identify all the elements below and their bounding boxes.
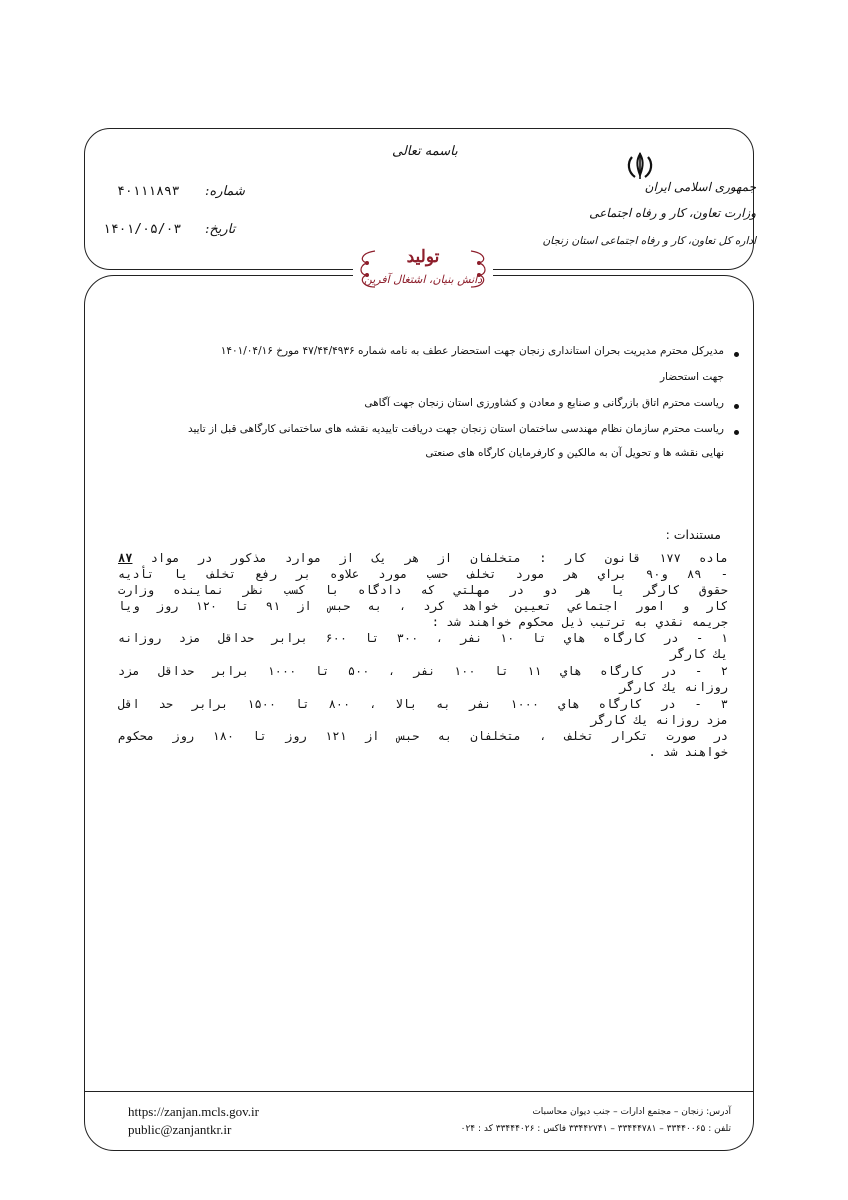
basmala: باسمه تعالی [392,144,458,159]
recipient-item: ریاست محترم اتاق بازرگانی و صنایع و معادن و کشاورزی استان زنجان جهت آگاهی [364,397,724,409]
number-value: ۴۰۱۱۱۸۹۳ [117,184,180,199]
article-line: ۲ - در كارگاه هاي ۱۱ تا ۱۰۰ نفر ، ۵۰۰ تا ۱۰۰۰ برابر حداقل مزد [118,664,728,678]
iran-emblem-icon [623,151,657,181]
ministry-line-name: وزارت تعاون، کار و رفاه اجتماعی [589,206,756,220]
article-line: در صورت تكرار تخلف ، متخلفان به حبس از ۱۲۱ روز تا ۱۸۰ روز محكوم [118,729,729,743]
footer-divider [84,1091,754,1092]
recipient-continuation: نهایی نقشه ها و تحویل آن به مالکین و کارفرمایان کارگاه های صنعتی [425,447,724,459]
date-value: ۱۴۰۱/۰۵/۰۳ [103,222,182,237]
article-line: يك كارگر [670,647,728,661]
article-line: - ۸۹ و۹۰ براي هر مورد تخلف حسب مورد علاوه بر رفع تخلف يا تأديه [118,567,729,581]
seal-title: تولید [406,247,440,267]
article-line: كار و امور اجتماعي تعيين خواهد كرد ، به حبس از ۹۱ تا ۱۲۰ روز ويا [118,599,728,613]
article-line [118,550,728,566]
seal-subtitle: دانش بنیان، اشتغال آفرین [363,273,483,286]
article-line: ۳ - در كارگاه هاي ۱۰۰۰ نفر به بالا ، ۸۰۰ تا ۱۵۰۰ برابر حد اقل [118,697,728,711]
article-text: ماده ۱۷۷ قانون کار : متخلفان از هر یک از موارد مذکور در مواد [150,551,729,565]
ministry-line-country: جمهوری اسلامی ایران [644,180,756,194]
number-label: شماره: [205,184,245,199]
recipient-continuation: جهت استحضار [659,371,724,383]
article-line: مزد روزانه يك كارگر [590,713,728,727]
article-number-highlight: ۸۷ [118,551,133,565]
section-title: مستندات : [665,527,721,542]
recipient-item: مدیرکل محترم مدیریت بحران استانداری زنجان جهت استحضار عطف به نامه شماره ۴۷/۴۴/۴۹۳۶ مورخ ۱۴۰۱/۰۴/۱۶ [220,345,724,357]
recipient-item: ریاست محترم سازمان نظام مهندسی ساختمان استان زنجان جهت دریافت تاییدیه نقشه های ساختمانی کارگاهی قبل از تایید [187,423,724,435]
article-line: حقوق كارگر يا هر دو در مهلتي كه دادگاه با كسب نظر نماينده وزارت [118,583,728,597]
footer-website-link[interactable]: https://zanjan.mcls.gov.ir [128,1104,259,1119]
article-line: روزانه يك كارگر [619,680,728,694]
date-label: تاریخ: [205,222,236,237]
footer-phone: تلفن : ۳۳۴۴۰۰۶۵ – ۳۳۴۴۴۷۸۱ – ۳۳۴۴۲۷۴۱ فاكس : ۳۳۴۴۴۰۲۶ كد : ۰۲۴ [460,1124,731,1134]
article-line: جريمه نقدي به ترتيب ذيل محكوم خواهند شد : [431,615,728,629]
ministry-line-office: اداره کل تعاون، کار و رفاه اجتماعی استان زنجان [542,235,756,247]
footer-address: آدرس: زنجان – مجتمع ادارات – جنب ديوان محاسبات [532,1107,731,1117]
footer-email-link[interactable]: public@zanjantkr.ir [128,1122,232,1137]
article-line: ۱ - در كارگاه هاي تا ۱۰ نفر ، ۳۰۰ تا ۶۰۰ برابر حداقل مزد روزانه [118,631,728,645]
article-line: خواهند شد . [648,745,728,759]
year-motto-seal [353,245,493,297]
